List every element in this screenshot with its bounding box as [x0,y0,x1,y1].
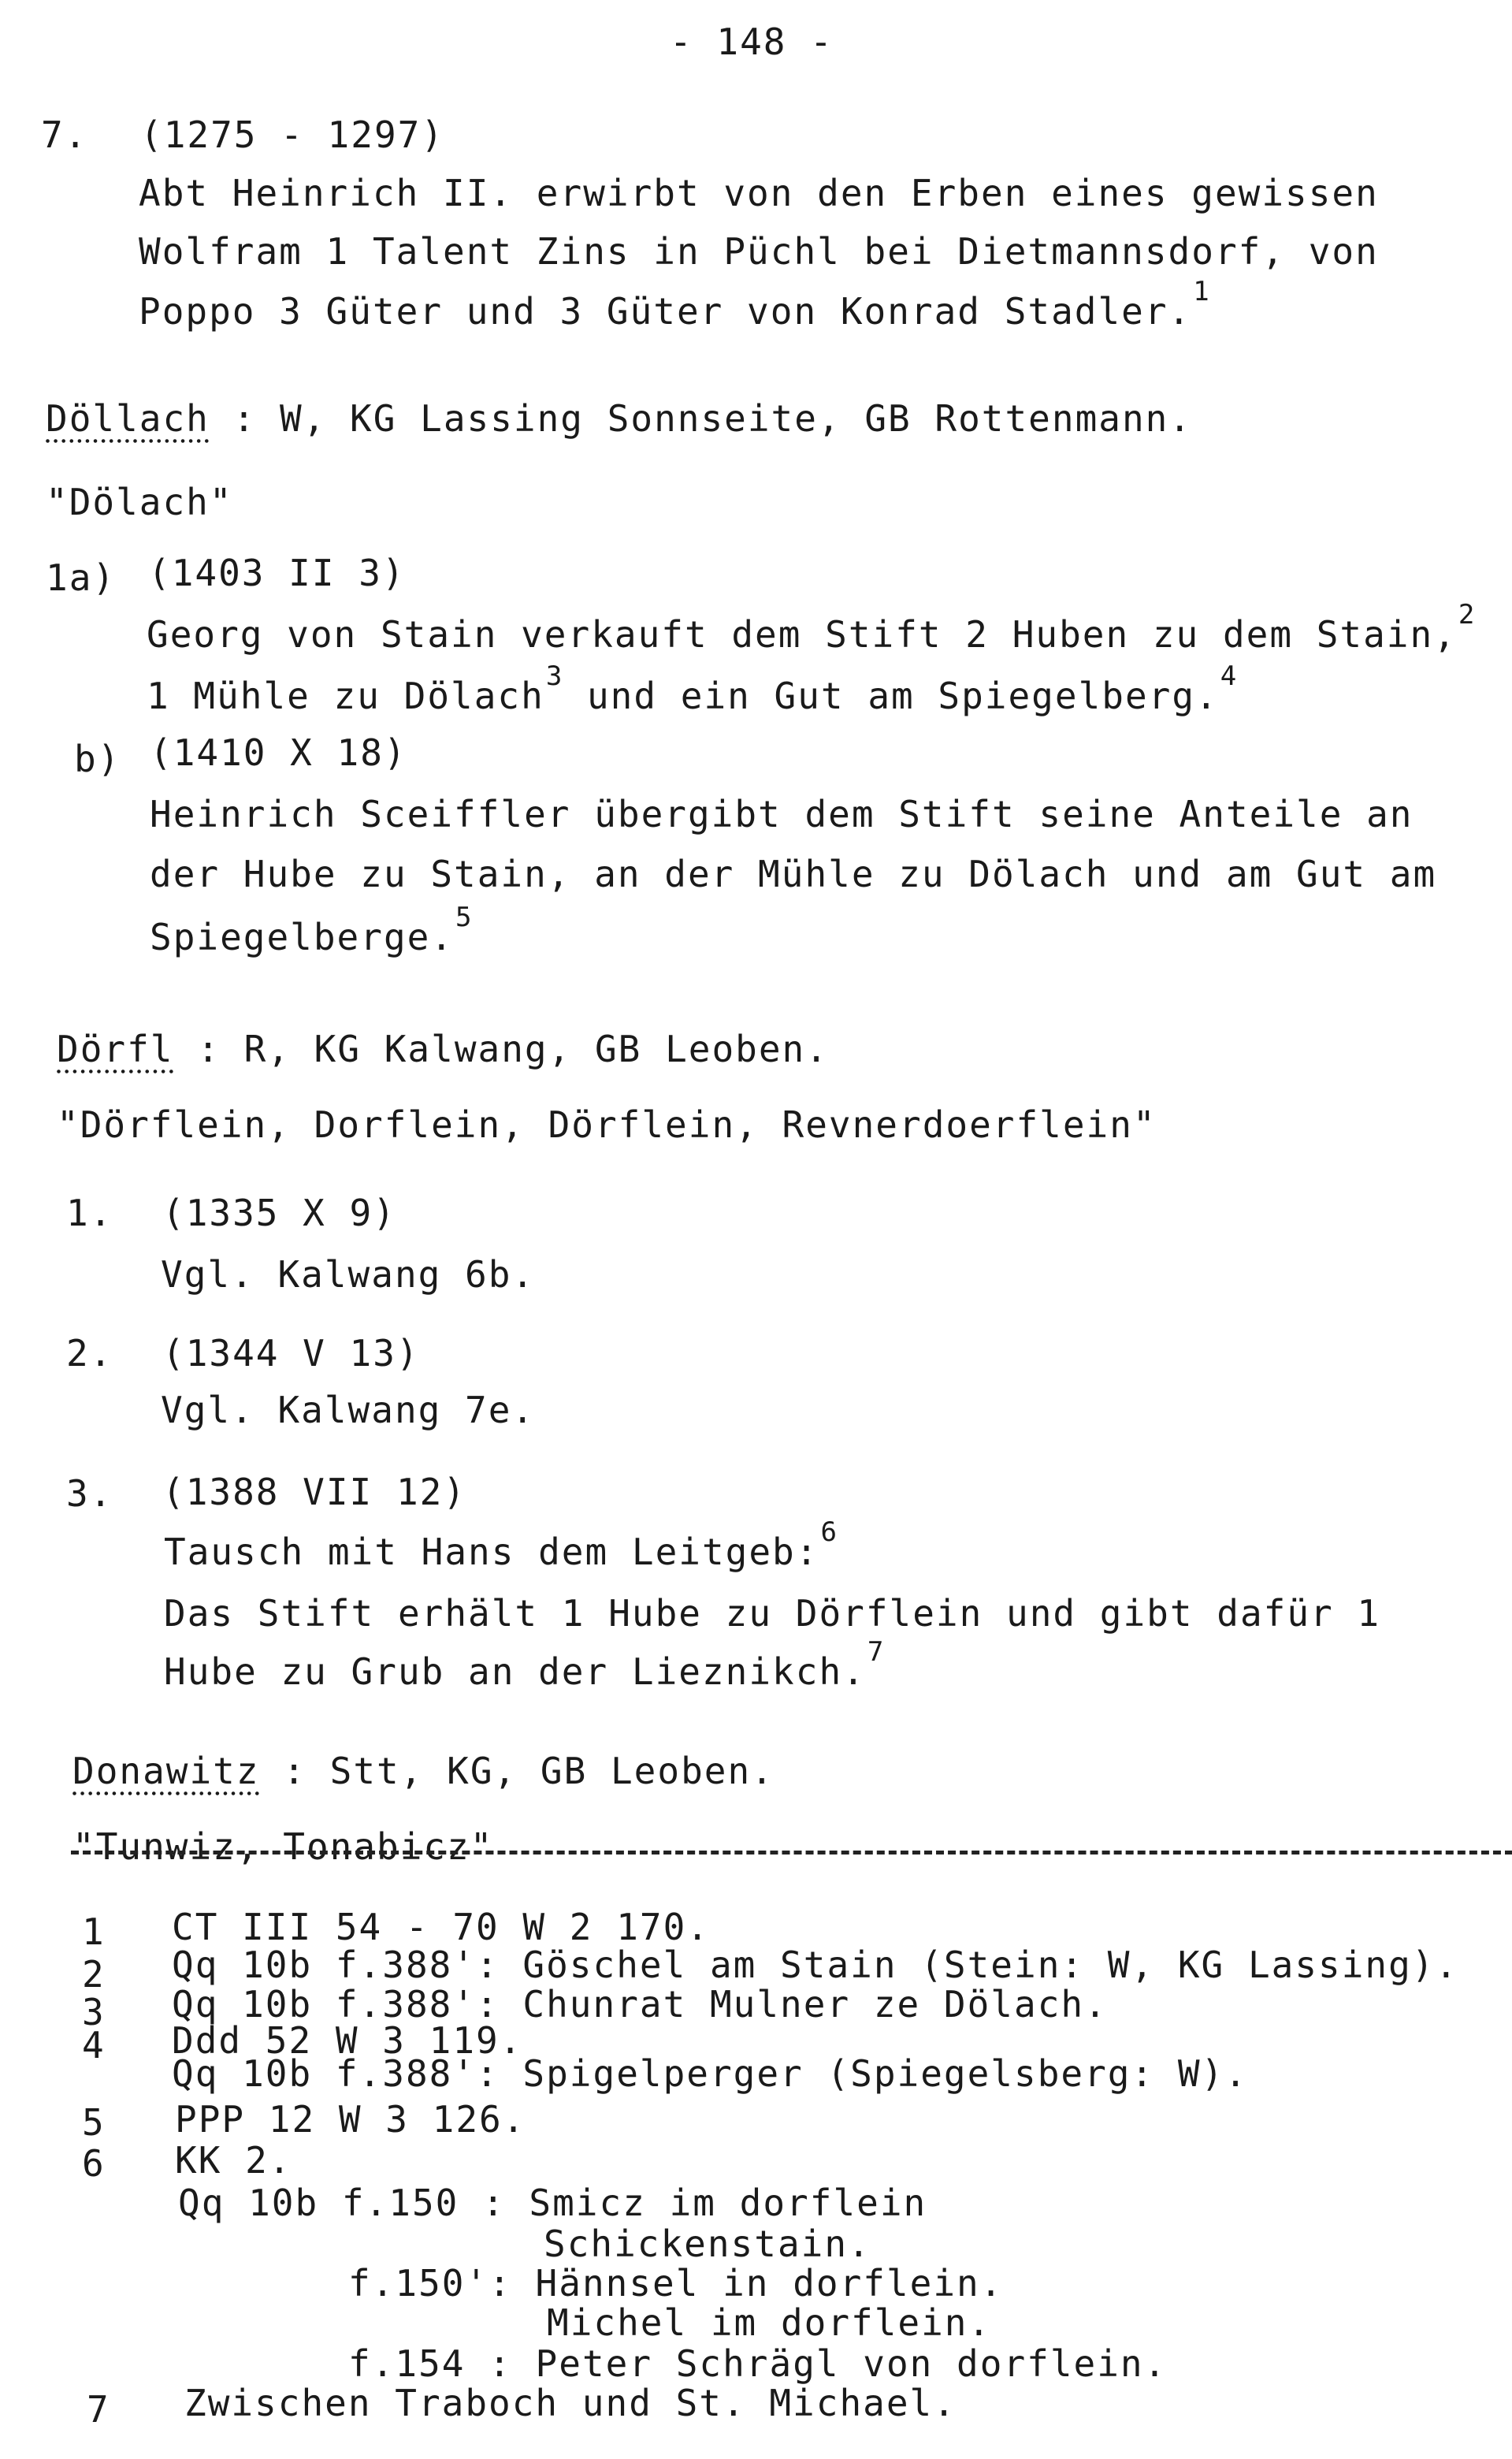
place-name: Dörfl [57,1028,174,1070]
entry-label: 1a) [46,556,117,599]
footnote-text: CT III 54 - 70 W 2 170. [172,1906,710,1948]
footnote-text: Ddd 52 W 3 119. [172,2019,523,2062]
place-info: : R, KG Kalwang, GB Leoben. [197,1028,829,1070]
footnote-text: PPP 12 W 3 126. [175,2098,526,2141]
entry-label: 3. [66,1472,113,1515]
place-heading [72,1750,775,1792]
footnote-text: f.150': Hännsel in dorflein. [348,2262,1004,2305]
footnote-number: 5 [82,2101,106,2144]
entry-date: (1388 VII 12) [162,1471,467,1513]
footnote-text: Michel im dorflein. [547,2301,992,2344]
place-variants: "Dörflein, Dorflein, Dörflein, Revnerdoerflein" [57,1103,1157,1146]
footnote-ref: 1 [1193,276,1211,307]
entry-text-line: der Hube zu Stain, an der Mühle zu Dölach und am Gut am [150,853,1437,895]
footnote-number: 7 [87,2388,110,2431]
place-info: : Stt, KG, GB Leoben. [283,1750,775,1792]
place-heading [57,1028,829,1070]
footnote-text: KK 2. [175,2139,292,2182]
place-name: Döllach [46,397,210,440]
place-variants: "Tunwiz, Tonabicz" [72,1825,494,1868]
entry-label: 2. [66,1332,113,1375]
entry-date: (1275 - 1297) [140,113,445,156]
footnote-number: 4 [82,2024,106,2067]
entry-label: b) [74,738,121,780]
entry-label: 7. [41,113,88,156]
place-heading [46,397,1193,440]
place-variants: "Dölach" [46,481,233,523]
footnote-number: 6 [82,2142,106,2185]
entry-date: (1344 V 13) [162,1332,420,1375]
footnote-text: Qq 10b f.388': Spigelperger (Spiegelsberg: W). [172,2052,1248,2095]
footnote-ref: 6 [820,1516,838,1548]
footnote-separator [71,1851,1512,1854]
entry-date: (1335 X 9) [162,1192,396,1234]
place-name: Donawitz [72,1750,260,1792]
entry-text-line: Spiegelberge.$^5$ [150,902,474,958]
entry-text-line: Das Stift erhält 1 Hube zu Dörflein und gibt dafür 1 [164,1592,1381,1635]
footnote-number: 2 [82,1953,106,1996]
entry-text-line: Hube zu Grub an der Lieznikch.$^7$ [164,1636,886,1693]
footnote-ref: 7 [867,1636,886,1668]
entry-label: 1. [66,1192,113,1234]
footnote-text: f.154 : Peter Schrägl von dorflein. [348,2342,1168,2385]
page-number: - 148 - [670,20,834,63]
entry-text-line: Tausch mit Hans dem Leitgeb:$^6$ [164,1516,838,1573]
footnote-ref: 4 [1220,660,1239,692]
place-info: : W, KG Lassing Sonnseite, GB Rottenmann. [232,397,1193,440]
entry-text-line: Wolfram 1 Talent Zins in Püchl bei Dietmannsdorf, von [139,230,1379,273]
footnote-ref: 5 [455,902,474,933]
footnote-text: Zwischen Traboch und St. Michael. [184,2382,957,2424]
footnote-number: 1 [82,1910,106,1953]
footnote-ref: 3 [545,660,564,692]
entry-text-line: Poppo 3 Güter und 3 Güter von Konrad Stadler.$^1$ [139,276,1211,333]
footnote-text: Schickenstain. [544,2223,871,2265]
entry-text-line: Vgl. Kalwang 7e. [161,1389,536,1431]
footnote-text: Qq 10b f.388': Göschel am Stain (Stein: W, KG Lassing). [172,1944,1459,1986]
entry-text-line: Heinrich Sceiffler übergibt dem Stift seine Anteile an [150,793,1414,835]
footnote-text: Qq 10b f.388': Chunrat Mulner ze Dölach. [172,1983,1108,2026]
entry-text-line: Vgl. Kalwang 6b. [161,1253,536,1296]
footnote-text: Qq 10b f.150 : Smicz im dorflein [178,2182,927,2224]
entry-text-line: 1 Mühle zu Dölach$^3$ und ein Gut am Spiegelberg.$^4$ [147,660,1239,717]
entry-date: (1403 II 3) [148,552,406,594]
entry-text-line: Georg von Stain verkauft dem Stift 2 Huben zu dem Stain,$^2$ [147,599,1477,656]
footnote-number: 3 [82,1991,106,2033]
footnote-ref: 2 [1458,599,1477,631]
entry-text-line: Abt Heinrich II. erwirbt von den Erben eines gewissen [139,172,1379,214]
entry-date: (1410 X 18) [150,731,407,774]
